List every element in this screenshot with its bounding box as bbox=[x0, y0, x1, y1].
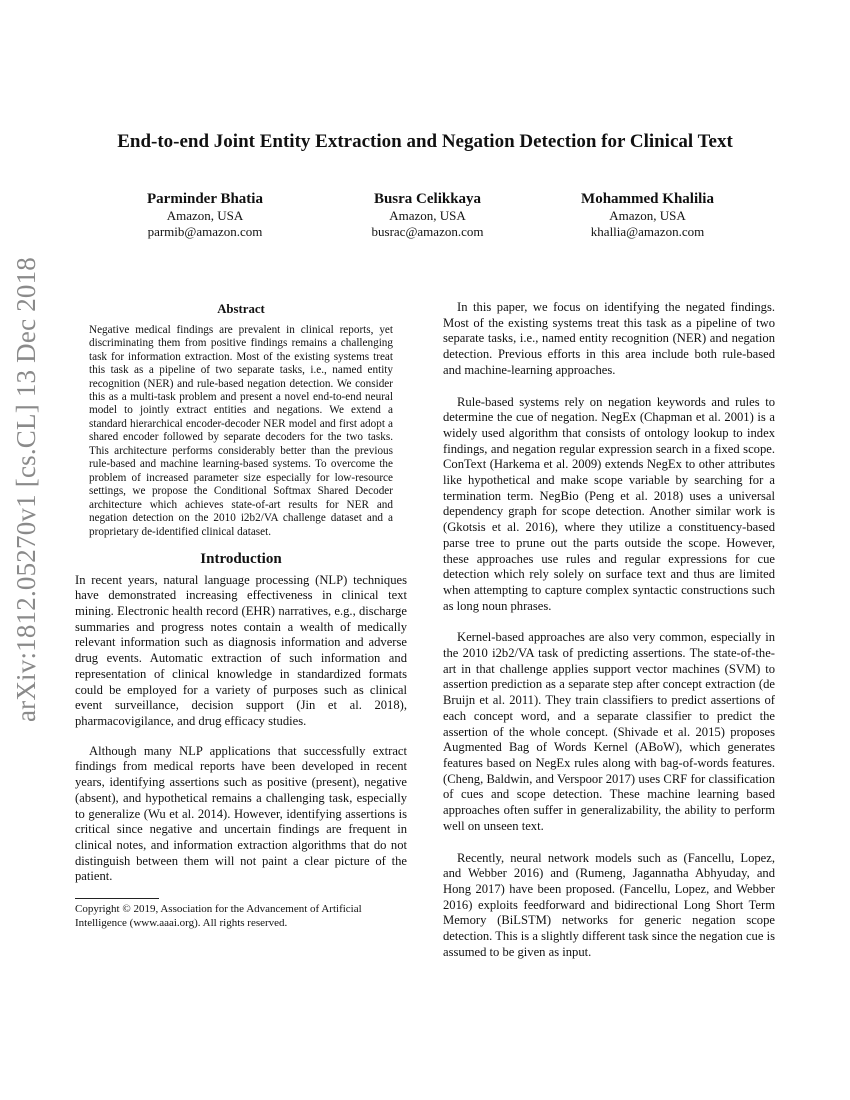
author-1 bbox=[75, 190, 335, 240]
author-email: parmib@amazon.com bbox=[147, 224, 263, 239]
author-3 bbox=[520, 190, 775, 240]
abstract-heading: Abstract bbox=[217, 302, 265, 316]
abstract-text: Negative medical findings are prevalent in clinical reports, yet discriminating them from positive findings remains a challenging task for information extraction. Most of the existing systems treat this task as a pipeline of two separate tasks, i.e., named entity recognition (NER) and rule-based negation detection. We consider this as a multi-task problem and present a novel end-to-end neural model to jointly extract entities and negations. We extend a standard hierarchical encoder-decoder NER model and first adopt a shared encoder followed by separate decoders for the two tasks. This architecture performs considerably better than the previous rule-based and machine learning-based systems. To overcome the problem of increased parameter size especially for low-resource settings, we propose the Conditional Softmax Shared Decoder architecture which achieves state-of-art results for NER and negation detection on the 2010 i2b2/VA challenge dataset and a proprietary de-identified clinical dataset. bbox=[89, 323, 393, 538]
right-paragraph-3: Kernel-based approaches are also very common, especially in the 2010 i2b2/VA task of predicting assertions. The state-of-the-art in that challenge applies support vector machines (SVM) to assertion prediction as a separate step after concept extraction (de Bruijn et al. 2011). They train classifiers to predict assertions of each concept word, and a separate classifier to predict the assertion of the whole concept. (Shivade et al. 2015) proposes Augmented Bag of Words Kernel (ABoW), which generates features based on NegEx rules along with bag-of-words features. (Cheng, Baldwin, and Verspoor 2017) uses CRF for classification of cues and scope detection. These machine learning based approaches often suffer in generalizability, the ability to perform well on unseen text. bbox=[443, 630, 775, 833]
author-affiliation: Amazon, USA bbox=[389, 208, 466, 223]
author-block bbox=[75, 190, 775, 240]
introduction-heading: Introduction bbox=[200, 550, 282, 567]
author-affiliation: Amazon, USA bbox=[166, 208, 244, 223]
author-name: Busra Celikkaya bbox=[373, 191, 482, 207]
copyright-footnote: Copyright © 2019, Association for the Advancement of Artificial Intelligence (www.aaai.org). All rights reserved. bbox=[75, 903, 362, 929]
left-column bbox=[75, 300, 407, 930]
right-paragraph-2: Rule-based systems rely on negation keywords and rules to determine the cue of negation. NegEx (Chapman et al. 2001) is a widely used algorithm that consists of ontology lookup to index findings, and negation regular expression search in a fixed scope. ConText (Harkema et al. 2009) extends NegEx to other attributes like hypothetical and make scope variable by searching for a termination term. NegBio (Peng et al. 2018) uses a universal dependency graph for scope detection. Another similar work is (Gkotsis et al. 2016), where they utilize a constituency-based parse tree to prune out the parts outside the scope. However, these approaches use rules and regular expressions for cue detection which rely solely on surface text and thus are limited when attempting to capture complex syntactic constructions such as long noun phrases. bbox=[443, 394, 775, 613]
arxiv-id-text: arXiv:1812.05270v1 [cs.CL] 13 Dec 2018 bbox=[11, 256, 42, 723]
right-paragraph-4: Recently, neural network models such as (Fancellu, Lopez, and Webber 2016) and (Rumeng, Jagannatha Abhyuday, and Hong 2017) have been proposed. (Fancellu, Lopez, and Webber 2016) exploits feedforward and bidirectional Long Short Term Memory (BiLSTM) networks for generic negation scope detection. This is a slightly different task since the negation cue is assumed to be given as input. bbox=[443, 850, 775, 959]
right-paragraph-1: In this paper, we focus on identifying the negated findings. Most of the existing systems treat this task as a pipeline of two separate tasks, i.e., named entity recognition (NER) and negation detection. Previous efforts in this area include both rule-based and machine-learning approaches. bbox=[443, 300, 775, 377]
author-name: Mohammed Khalilia bbox=[581, 191, 714, 207]
author-2 bbox=[335, 190, 520, 240]
intro-paragraph-1: In recent years, natural language processing (NLP) techniques have demonstrated increasing effectiveness in clinical text mining. Electronic health record (EHR) narratives, e.g., discharge summaries and progress notes contain a wealth of medically relevant information such as diagnosis information and adverse drug events. Automatic extraction of such information and representation of clinical knowledge in standardized formats could be employed for a variety of purposes such as clinical event surveillance, decision support (Jin et al. 2018), pharmacovigilance, and drug efficacy studies. bbox=[75, 572, 407, 728]
author-name: Parminder Bhatia bbox=[147, 191, 263, 207]
intro-paragraph-2: Although many NLP applications that successfully extract findings from medical reports have been developed in recent years, identifying assertions such as positive (present), negative (absent), and hypothetical remains a challenging task, especially to generalize (Wu et al. 2014). However, identifying assertions is critical since negative and uncertain findings are frequent in clinical notes, and information extraction algorithms that do not distinguish between them will not paint a clear picture of the patient. bbox=[75, 743, 407, 884]
arxiv-identifier-stamp bbox=[2, 256, 52, 723]
author-affiliation: Amazon, USA bbox=[609, 208, 686, 223]
author-email: khallia@amazon.com bbox=[590, 224, 705, 239]
footnote-divider bbox=[75, 898, 159, 899]
author-email: busrac@amazon.com bbox=[371, 224, 484, 239]
right-column bbox=[443, 300, 775, 960]
paper-title: End-to-end Joint Entity Extraction and Negation Detection for Clinical Text bbox=[117, 131, 733, 152]
